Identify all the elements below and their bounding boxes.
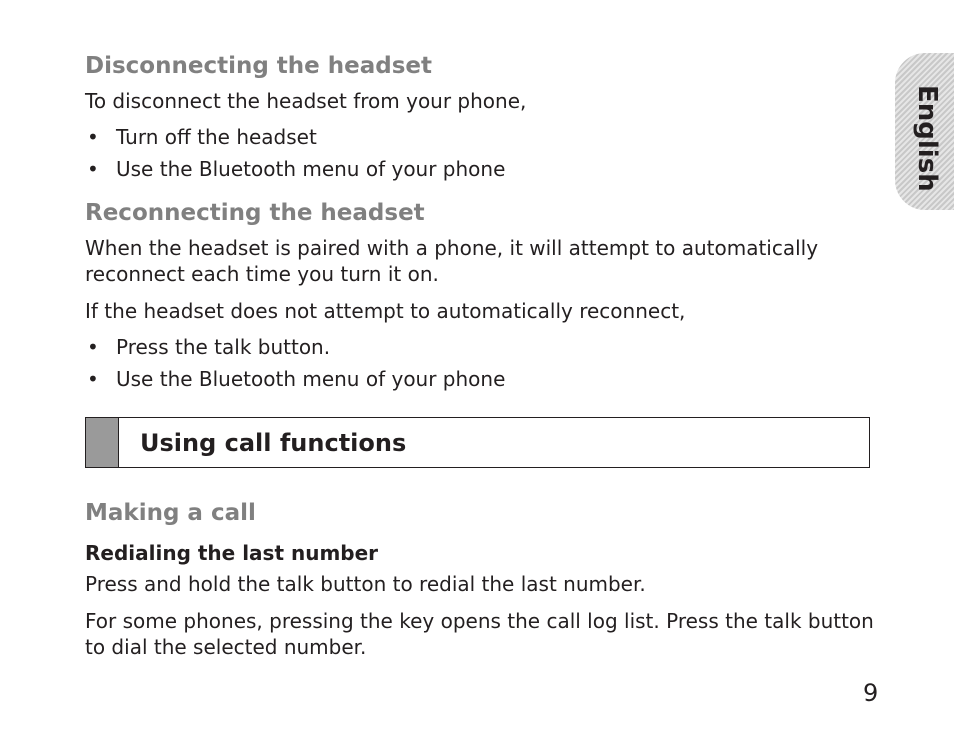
list-item — [85, 366, 505, 398]
reconnecting-heading: Reconnecting the headset — [85, 200, 425, 226]
making-call-heading: Making a call — [85, 500, 256, 526]
disconnecting-bullet-list — [85, 124, 505, 188]
bullet-icon: • — [87, 367, 99, 391]
list-item-text: Use the Bluetooth menu of your phone — [116, 367, 506, 391]
call-functions-banner — [85, 417, 870, 468]
list-item — [85, 156, 505, 188]
bullet-icon: • — [87, 335, 99, 359]
reconnecting-paragraph-1: When the headset is paired with a phone, it will attempt to automatically reconnect each time you turn it on. — [85, 236, 819, 286]
language-tab — [895, 53, 954, 210]
bullet-icon: • — [87, 125, 99, 149]
list-item-text: Press the talk button. — [116, 335, 331, 359]
disconnecting-intro: To disconnect the headset from your phone, — [85, 89, 527, 113]
reconnecting-bullet-list — [85, 334, 505, 398]
redialing-paragraph-2: For some phones, pressing the key opens the call log list. Press the talk button to dial the selected number. — [85, 609, 874, 659]
list-item — [85, 124, 505, 156]
reconnecting-paragraph-2: If the headset does not attempt to automatically reconnect, — [85, 299, 686, 323]
bullet-icon: • — [87, 157, 99, 181]
language-tab-label: English — [912, 85, 942, 192]
redialing-paragraph-1: Press and hold the talk button to redial the last number. — [85, 572, 646, 596]
list-item — [85, 334, 505, 366]
page-number: 9 — [863, 679, 879, 707]
call-functions-title: Using call functions — [140, 429, 407, 457]
banner-marker — [86, 418, 119, 467]
disconnecting-heading: Disconnecting the headset — [85, 53, 433, 79]
list-item-text: Turn off the headset — [116, 125, 317, 149]
redialing-subheading: Redialing the last number — [85, 541, 379, 565]
list-item-text: Use the Bluetooth menu of your phone — [116, 157, 506, 181]
